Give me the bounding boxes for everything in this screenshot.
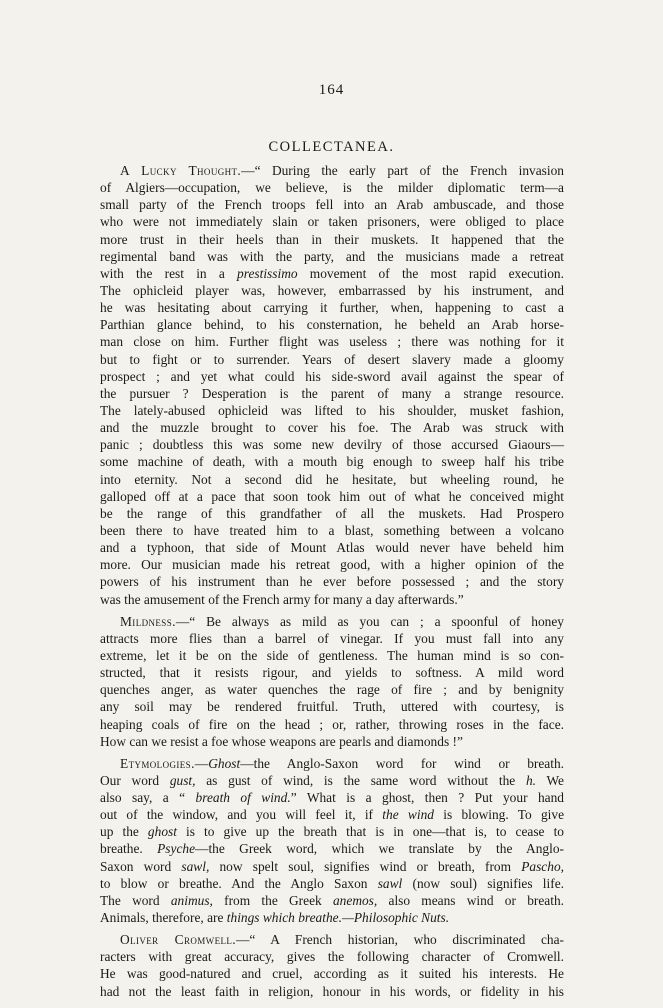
text-line: Parthian glance behind, to his consternation, he beheld an Arab horse- — [100, 317, 564, 333]
paragraph-lucky-thought — [100, 162, 564, 608]
text-line: A Lucky Thought.—“ During the early part of the French invasion — [120, 163, 564, 178]
paragraph-title: Etymologies. — [120, 755, 195, 771]
text-line: and the muzzle brought to cover his foe. The Arab was struck with — [100, 420, 564, 436]
text-line: who were not immediately slain or taken prisoners, were obliged to place — [100, 214, 564, 230]
text-line: attracts more flies than a barrel of vinegar. If you must fall into any — [100, 630, 564, 646]
text-line: powers of his instrument than he ever before possessed ; and the story — [100, 574, 564, 590]
text-line: The ophicleid player was, however, embarrassed by his instrument, and — [100, 282, 564, 298]
text-line: to blow or breathe. And the Anglo Saxon sawl (now soul) signifies life. — [100, 875, 564, 891]
text-line: the pursuer ? Desperation is the parent of many a strange resource. — [100, 385, 564, 401]
text-line: some machine of death, with a mouth big enough to sweep half his tribe — [100, 454, 564, 470]
paragraph-title: Oliver Cromwell. — [120, 932, 237, 948]
text-line: man close on him. Further flight was useless ; there was nothing for it — [100, 334, 564, 350]
text-line: more. Our musician made his retreat good, with a higher opinion of the — [100, 557, 564, 573]
text-line: Mildness.—“ Be always as mild as you can ; a spoonful of honey — [120, 613, 564, 629]
text-line: extreme, let it be on the side of gentleness. The human mind is so con- — [100, 647, 564, 663]
section-heading: COLLECTANEA. — [268, 139, 395, 155]
text-line: into eternity. Not a second did he hesitate, but wheeling round, he — [100, 471, 564, 487]
text-line: any soil may be rendered fruitful. Truth, uttered with courtesy, is — [100, 699, 564, 715]
paragraph-title: A Lucky Thought. — [120, 163, 242, 178]
text-line: Etymologies.—Ghost—the Anglo-Saxon word for wind or breath. — [120, 755, 564, 771]
page-number: 164 — [318, 82, 345, 98]
text-line: more trust in their heels than in their muskets. It happened that the — [100, 231, 564, 247]
article-body — [100, 162, 564, 1000]
text-line: heaping coals of fire on the head ; or, rather, throwing roses in the face. — [100, 716, 564, 732]
text-line: Animals, therefore, are things which breathe.—Philosophic Nuts. — [100, 910, 450, 926]
text-line: and a typhoon, that side of Mount Atlas would never have beheld him — [100, 540, 564, 556]
text-line: The lately-abused ophicleid was lifted to his shoulder, musket fashion, — [100, 402, 564, 418]
paragraph-title: Mildness. — [120, 613, 176, 629]
text-line: of Algiers—occupation, we believe, is the milder diplomatic term—a — [100, 180, 564, 196]
text-line: also say, a “ breath of wind.” What is a ghost, then ? Put your hand — [100, 790, 564, 806]
text-line: out of the window, and you will feel it, if the wind is blowing. To give — [100, 807, 565, 823]
text-line: structed, that it resists rigour, and yields to softness. A mild word — [100, 665, 564, 681]
text-line: was the amusement of the French army for many a day afterwards.” — [100, 591, 464, 607]
text-line: panic ; doubtless this was some new devilry of those accursed Giaours— — [100, 437, 564, 453]
text-line: Our word gust, as gust of wind, is the same word without the h. We — [100, 772, 565, 788]
text-line: racters with great accuracy, gives the following character of Cromwell. — [100, 949, 564, 965]
text-line: with the rest in a prestissimo movement of the most rapid execution. — [100, 265, 564, 281]
text-line: been there to have treated him to a blast, something between a volcano — [100, 522, 564, 538]
text-line: The word animus, from the Greek anemos, also means wind or breath. — [100, 892, 564, 908]
text-line: Oliver Cromwell.—“ A French historian, who discriminated cha- — [120, 932, 564, 948]
text-line: up the ghost is to give up the breath that is in one—that is, to cease to — [100, 824, 564, 840]
text-line: but to fight or to surrender. Years of desert slavery made a gloomy — [100, 351, 564, 367]
paragraph-mildness — [100, 613, 564, 750]
text-line: be the range of this grandfather of all the muskets. Had Prospero — [100, 505, 564, 521]
text-line: Saxon word sawl, now spelt soul, signifies wind or breath, from Pascho, — [100, 858, 564, 874]
text-line: regimental band was with the party, and the musicians made a retreat — [100, 248, 564, 264]
text-line: He was good-natured and cruel, according as it suited his interests. He — [100, 966, 564, 982]
text-line: he was hesitating about carrying it further, when, happening to cast a — [100, 300, 564, 316]
text-line: small party of the French troops fell into an Arab ambuscade, and those — [100, 197, 564, 213]
text-line: quenches anger, as water quenches the rage of fire ; and by benignity — [100, 682, 564, 698]
paragraph-oliver-cromwell — [100, 931, 564, 1000]
text-line: galloped off at a pace that soon took him out of what he conceived might — [100, 488, 564, 504]
paragraph-etymologies — [100, 755, 564, 926]
text-line: breathe. Psyche—the Greek word, which we translate by the Anglo- — [100, 841, 564, 857]
text-line: How can we resist a foe whose weapons are pearls and diamonds !” — [100, 733, 463, 749]
text-line: prospect ; and yet what could his side-sword avail against the spear of — [100, 368, 564, 384]
text-line: had not the least faith in religion, honour in his words, or fidelity in his — [100, 983, 564, 999]
